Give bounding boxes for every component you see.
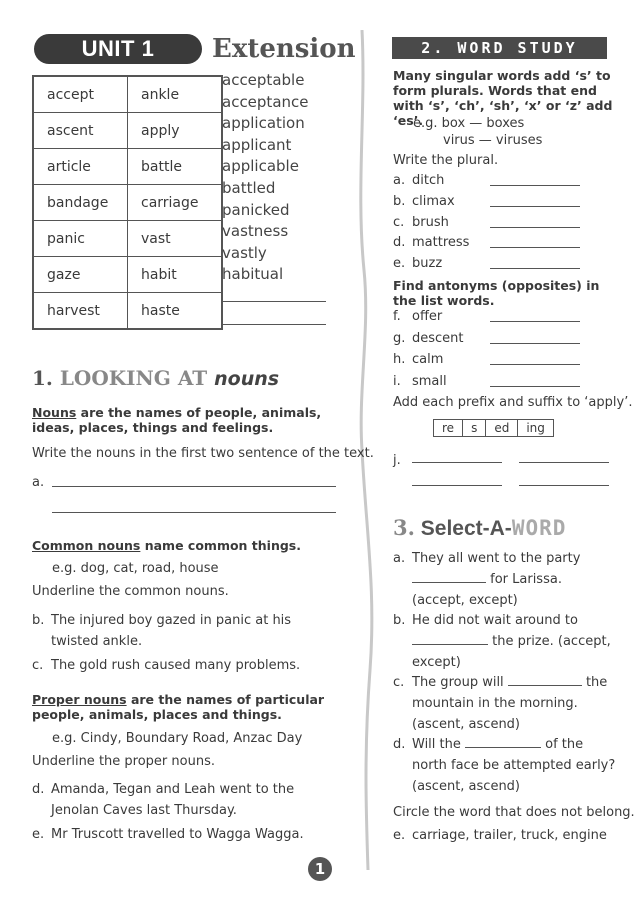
antonym-item: g. descent: [393, 330, 464, 346]
word-table-row: [33, 113, 222, 149]
answer-line-j4[interactable]: [519, 485, 609, 486]
word-table-row: [33, 293, 222, 330]
word-table-row: [33, 185, 222, 221]
plural-example-2: virus — viruses: [443, 133, 543, 148]
plural-answer-line[interactable]: [490, 268, 580, 269]
extension-blank-line-1[interactable]: [222, 301, 326, 302]
spelling-word: article: [33, 149, 128, 185]
select-item-a: a. They all went to the party for Larissa. (accept, except): [393, 551, 581, 608]
spelling-word: ankle: [128, 76, 223, 113]
word-table-row: [33, 76, 222, 113]
answer-line-j2[interactable]: [519, 462, 609, 463]
extension-word: acceptable: [222, 71, 305, 89]
answer-line-j1[interactable]: [412, 462, 502, 463]
extension-title: Extension: [212, 34, 356, 64]
plural-answer-line[interactable]: [490, 185, 580, 186]
spelling-word: panic: [33, 221, 128, 257]
item-a: a.: [32, 475, 45, 490]
plural-example-1: e.g. box — boxes: [413, 116, 525, 131]
affix-box: [433, 419, 554, 437]
affix-cell: ing: [526, 421, 545, 435]
plural-rule: Many singular words add ‘s’ to form plurals. Words that end with ‘s’, ‘ch’, ‘sh’, ‘x’ or ‘z’ add ‘es’.: [393, 68, 613, 128]
instruction-write-plural: Write the plural.: [393, 153, 499, 168]
blank-select-d[interactable]: [465, 734, 541, 748]
item-b: b. The injured boy gazed in panic at his twisted ankle.: [32, 613, 292, 649]
instruction-antonyms: Find antonyms (opposites) in the list words.: [393, 278, 600, 308]
plural-item: b. climax: [393, 193, 455, 209]
affix-cell: s: [463, 420, 486, 436]
plural-item: c. brush: [393, 214, 449, 230]
instruction-circle-odd: Circle the word that does not belong.: [393, 805, 635, 820]
plural-item: a. ditch: [393, 173, 445, 188]
extension-word: panicked: [222, 200, 290, 219]
plural-answer-line[interactable]: [490, 206, 580, 207]
extension-word: acceptance: [222, 92, 309, 111]
page-number: 1: [308, 857, 332, 881]
proper-nouns-example: e.g. Cindy, Boundary Road, Anzac Day: [52, 731, 303, 746]
antonym-answer-line[interactable]: [490, 364, 580, 365]
item-j: j.: [393, 453, 401, 468]
blank-select-b[interactable]: [412, 631, 488, 645]
spelling-word: habit: [128, 257, 223, 293]
section-1-title: 1. LOOKING AT nouns: [32, 366, 280, 390]
antonym-item: h. calm: [393, 352, 444, 367]
affix-cell: ed: [486, 420, 518, 436]
spelling-word-table: [32, 75, 223, 330]
extension-word: battled: [222, 178, 276, 197]
extension-word: applicable: [222, 157, 299, 176]
blank-select-c[interactable]: [508, 672, 582, 686]
spelling-word: harvest: [33, 293, 128, 330]
section-2-title: 2. WORD STUDY: [392, 37, 607, 59]
common-nouns-example: e.g. dog, cat, road, house: [52, 561, 219, 576]
plural-answer-line[interactable]: [490, 227, 580, 228]
select-item-d: d. Will the of the north face be attempted early? (ascent, ascend): [393, 734, 618, 797]
antonym-answer-line[interactable]: [490, 386, 580, 387]
plural-item: e. buzz: [393, 256, 443, 272]
item-d: d. Amanda, Tegan and Leah went to the Jenolan Caves last Thursday.: [32, 782, 295, 818]
section-3-title: 3. Select-A-WORD: [393, 515, 567, 540]
blank-select-a[interactable]: [412, 569, 486, 583]
spelling-word: carriage: [128, 185, 223, 221]
spelling-word: bandage: [33, 185, 128, 221]
antonym-item: f. offer: [393, 309, 443, 324]
answer-line-a2[interactable]: [52, 512, 336, 513]
spelling-word: ascent: [33, 113, 128, 149]
instruction-underline-common: Underline the common nouns.: [32, 584, 229, 599]
proper-nouns-rule: Proper nouns are the names of particular people, animals, places and things.: [32, 692, 325, 722]
answer-line-j3[interactable]: [412, 485, 502, 486]
select-item-c: c. The group will the mountain in the morning. (ascent, ascend): [393, 672, 613, 735]
item-e: e. Mr Truscott travelled to Wagga Wagga.: [32, 827, 304, 842]
extension-word: applicant: [222, 135, 292, 154]
select-item-b: b. He did not wait around to the prize. (accept, except): [393, 613, 611, 670]
extension-word: application: [222, 114, 305, 133]
antonym-answer-line[interactable]: [490, 343, 580, 344]
extension-word-list: [222, 70, 309, 286]
plural-answer-line[interactable]: [490, 247, 580, 248]
instruction-underline-proper: Underline the proper nouns.: [32, 754, 215, 769]
answer-line-a1[interactable]: [52, 486, 336, 487]
spelling-word: battle: [128, 149, 223, 185]
common-nouns-rule: Common nouns name common things.: [32, 538, 301, 553]
affix-cell: re: [434, 420, 463, 436]
antonym-item: i. small: [393, 373, 447, 389]
extension-word: habitual: [222, 265, 284, 284]
instruction-affix: Add each prefix and suffix to ‘apply’.: [393, 395, 633, 410]
extension-blank-line-2[interactable]: [222, 324, 326, 325]
spelling-word: haste: [128, 293, 223, 330]
word-table-row: [33, 149, 222, 185]
plural-item: d. mattress: [393, 235, 470, 251]
extension-word: vastly: [222, 243, 267, 262]
spelling-word: gaze: [33, 257, 128, 293]
word-table-row: [33, 257, 222, 293]
spelling-word: apply: [128, 113, 223, 149]
word-table-row: [33, 221, 222, 257]
antonym-answer-line[interactable]: [490, 321, 580, 322]
item-c: c. The gold rush caused many problems.: [32, 658, 301, 673]
instruction-write-nouns: Write the nouns in the first two sentence of the text.: [32, 446, 374, 461]
nouns-rule: Nouns are the names of people, animals, ideas, places, things and feelings.: [32, 405, 322, 435]
spelling-word: accept: [33, 76, 128, 113]
spelling-word: vast: [128, 221, 223, 257]
extension-word: vastness: [222, 222, 289, 241]
unit-badge: UNIT 1: [34, 34, 202, 64]
select-item-e: e. carriage, trailer, truck, engine: [393, 828, 607, 843]
